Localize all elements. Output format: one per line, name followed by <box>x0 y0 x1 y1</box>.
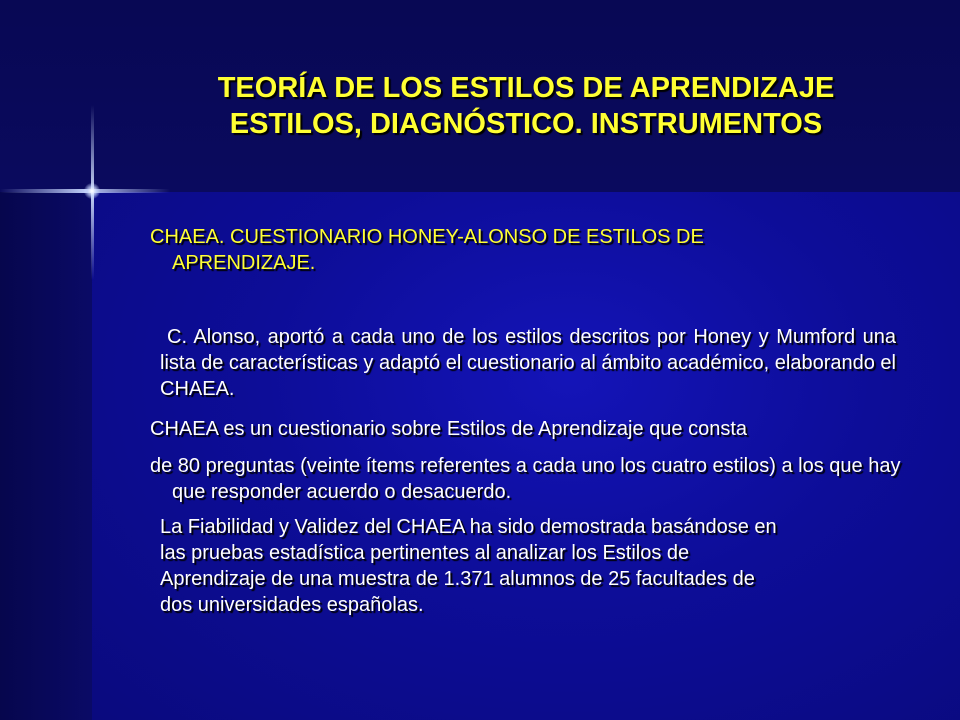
paragraph-alonso: C. Alonso, aportó a cada uno de los estilos descritos por Honey y Mumford una lista de características y adaptó el cuestionario al ámbito académico, elaborando el CHAEA. <box>160 326 896 400</box>
paragraph-chaea-definition: CHAEA es un cuestionario sobre Estilos de Aprendizaje que consta <box>150 418 748 440</box>
paragraph-reliability-line: La Fiabilidad y Validez del CHAEA ha sido demostrada basándose en <box>160 516 777 538</box>
slide-title-line2: ESTILOS, DIAGNÓSTICO. INSTRUMENTOS <box>229 108 823 140</box>
slide-subtitle: CHAEA. CUESTIONARIO HONEY-ALONSO DE ESTILOS DE APRENDIZAJE. <box>150 226 704 274</box>
paragraph-reliability-line: dos universidades españolas. <box>160 594 424 616</box>
paragraph-reliability <box>160 514 900 618</box>
slide-title <box>92 70 960 142</box>
sparkle-star-icon <box>84 183 100 199</box>
paragraph-reliability-line: Aprendizaje de una muestra de 1.371 alumnos de 25 facultades de <box>160 568 755 590</box>
slide-title-line1: TEORÍA DE LOS ESTILOS DE APRENDIZAJE <box>217 72 835 104</box>
paragraph-chaea-items: de 80 preguntas (veinte ítems referentes a cada uno los cuatro estilos) a los que hay que responder acuerdo o desacuerdo. <box>150 455 901 503</box>
paragraph-reliability-line: las pruebas estadística pertinentes al analizar los Estilos de <box>160 542 690 564</box>
